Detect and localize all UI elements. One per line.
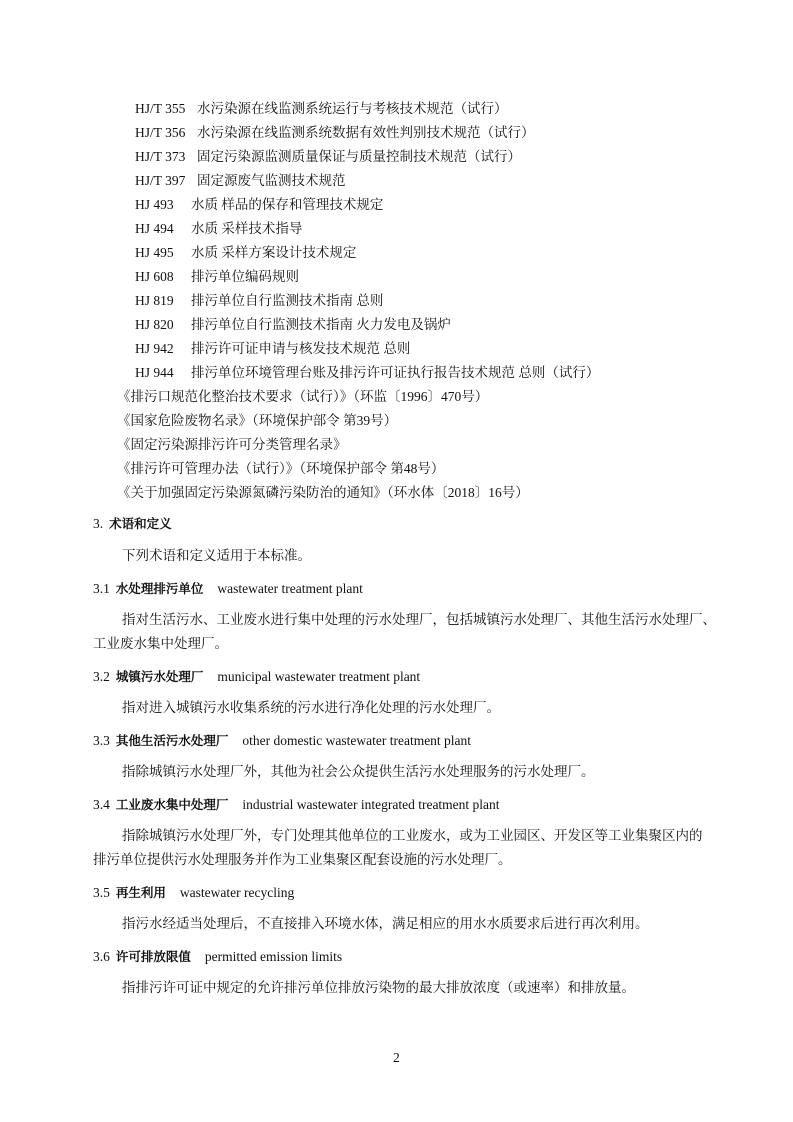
reference-code: HJ 944: [135, 365, 174, 380]
term-english: municipal wastewater treatment plant: [217, 669, 421, 684]
reference-title: 水污染源在线监测系统运行与考核技术规范（试行）: [197, 101, 508, 116]
reference-code: HJ 942: [135, 341, 174, 356]
term-heading: [93, 949, 342, 965]
term-heading: [93, 669, 420, 685]
reference-item: [135, 221, 302, 237]
reference-item: [135, 317, 451, 333]
reference-title: 排污单位自行监测技术指南 总则: [191, 293, 384, 308]
term-definition: 指排污许可证中规定的允许排污单位排放污染物的最大排放浓度（或速率）和排放量。: [122, 980, 635, 995]
reference-item: [135, 365, 599, 381]
document-reference: 《国家危险废物名录》（环境保护部令 第39号）: [117, 413, 398, 428]
term-definition: 指污水经适当处理后，不直接排入环境水体，满足相应的用水水质要求后进行再次利用。: [122, 916, 649, 931]
term-heading: [93, 885, 294, 901]
reference-title: 水质 采样方案设计技术规定: [191, 245, 357, 260]
reference-title: 排污单位编码规则: [191, 269, 299, 284]
reference-title: 水质 采样技术指导: [191, 221, 303, 236]
reference-title: 水质 样品的保存和管理技术规定: [191, 197, 384, 212]
reference-title: 排污单位环境管理台账及排污许可证执行报告技术规范 总则（试行）: [191, 365, 600, 380]
reference-title: 固定源废气监测技术规范: [197, 173, 346, 188]
document-reference: 《关于加强固定污染源氮磷污染防治的通知》（环水体〔2018〕16号）: [117, 485, 529, 500]
term-chinese: 水处理排污单位: [115, 581, 204, 596]
term-english: wastewater treatment plant: [217, 581, 363, 596]
term-english: permitted emission limits: [204, 949, 343, 964]
term-number: 3.1: [93, 581, 110, 596]
term-heading: [93, 797, 500, 813]
document-reference: 《固定污染源排污许可分类管理名录》: [117, 437, 347, 452]
term-english: industrial wastewater integrated treatment plant: [242, 797, 500, 812]
term-definition: 指除城镇污水处理厂外，其他为社会公众提供生活污水处理服务的污水处理厂。: [122, 764, 595, 779]
reference-code: HJ/T 397: [135, 173, 186, 188]
reference-code: HJ 608: [135, 269, 174, 284]
reference-title: 水污染源在线监测系统数据有效性判别技术规范（试行）: [197, 125, 535, 140]
term-number: 3.2: [93, 669, 110, 684]
term-definition: 排污单位提供污水处理服务并作为工业集聚区配套设施的污水处理厂。: [93, 852, 512, 867]
reference-title: 固定污染源监测质量保证与质量控制技术规范（试行）: [197, 149, 521, 164]
reference-item: [135, 125, 535, 141]
reference-code: HJ/T 373: [135, 149, 186, 164]
term-definition: 工业废水集中处理厂。: [93, 636, 228, 651]
term-english: wastewater recycling: [179, 885, 295, 900]
reference-code: HJ 820: [135, 317, 174, 332]
term-chinese: 再生利用: [115, 885, 166, 900]
section-title: 术语和定义: [109, 516, 172, 531]
reference-item: [135, 149, 521, 165]
page-number: 2: [393, 1050, 400, 1065]
term-heading: [93, 733, 471, 749]
reference-item: [135, 269, 299, 285]
term-chinese: 其他生活污水处理厂: [115, 733, 229, 748]
term-number: 3.5: [93, 885, 110, 900]
term-number: 3.3: [93, 733, 110, 748]
term-english: other domestic wastewater treatment plant: [242, 733, 472, 748]
reference-title: 排污许可证申请与核发技术规范 总则: [191, 341, 411, 356]
section-heading: [93, 516, 172, 532]
term-definition: 指对生活污水、工业废水进行集中处理的污水处理厂，包括城镇污水处理厂、其他生活污水处理厂、: [122, 612, 716, 627]
reference-item: [135, 197, 383, 213]
reference-code: HJ 819: [135, 293, 174, 308]
reference-item: [135, 173, 346, 189]
reference-title: 排污单位自行监测技术指南 火力发电及锅炉: [191, 317, 451, 332]
term-definition: 指对进入城镇污水收集系统的污水进行净化处理的污水处理厂。: [122, 700, 500, 715]
term-chinese: 城镇污水处理厂: [115, 669, 204, 684]
term-number: 3.6: [93, 949, 110, 964]
section-number: 3.: [93, 516, 104, 531]
term-number: 3.4: [93, 797, 110, 812]
reference-code: HJ/T 356: [135, 125, 186, 140]
reference-code: HJ 494: [135, 221, 174, 236]
reference-item: [135, 341, 410, 357]
document-reference: 《排污口规范化整治技术要求（试行）》（环监〔1996〕470号）: [117, 389, 489, 404]
reference-item: [135, 245, 356, 261]
term-chinese: 许可排放限值: [115, 949, 191, 964]
term-heading: [93, 581, 363, 597]
document-reference: 《排污许可管理办法（试行）》（环境保护部令 第48号）: [117, 461, 445, 476]
reference-code: HJ 493: [135, 197, 174, 212]
term-definition: 指除城镇污水处理厂外，专门处理其他单位的工业废水，或为工业园区、开发区等工业集聚区内的: [122, 828, 703, 843]
reference-item: [135, 101, 508, 117]
reference-item: [135, 293, 383, 309]
reference-code: HJ/T 355: [135, 101, 186, 116]
section-intro: 下列术语和定义适用于本标准。: [122, 548, 311, 563]
term-chinese: 工业废水集中处理厂: [115, 797, 229, 812]
reference-code: HJ 495: [135, 245, 174, 260]
